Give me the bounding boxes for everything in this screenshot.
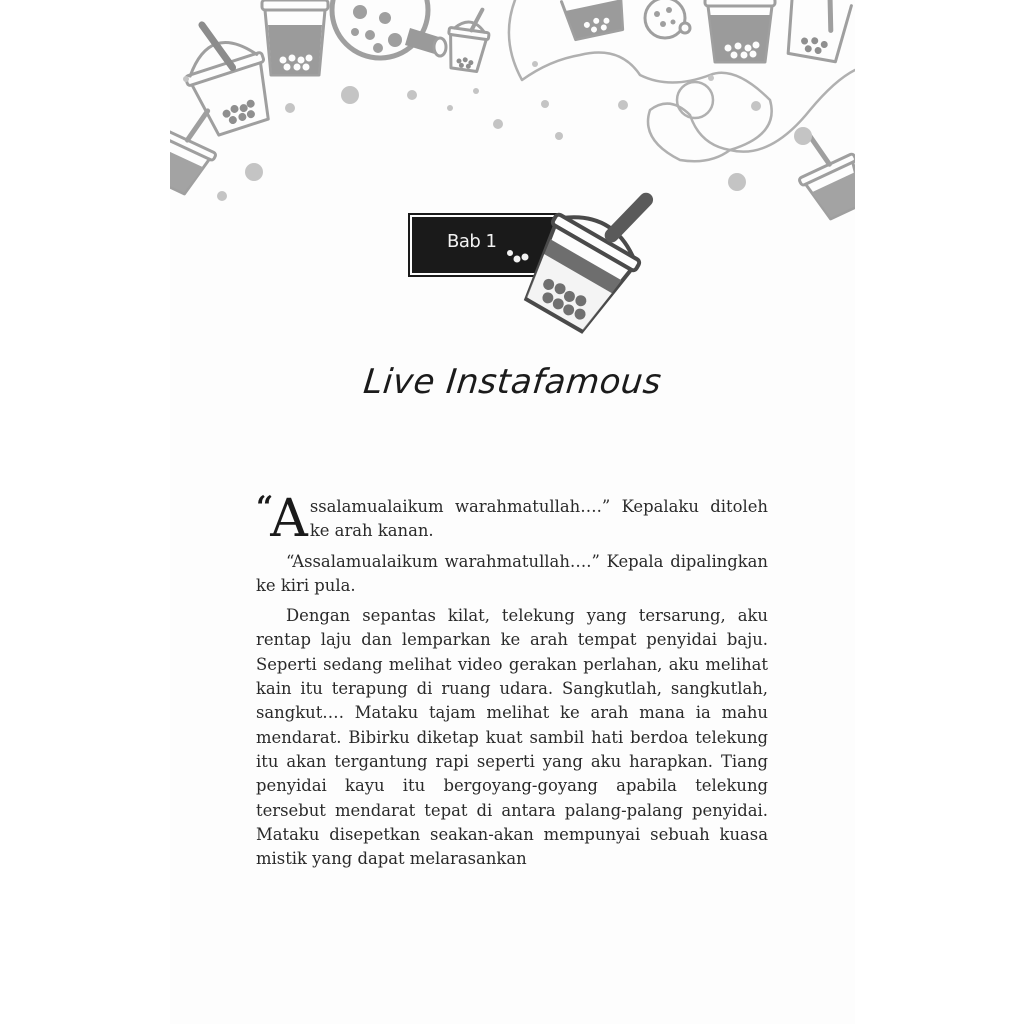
chapter-title: Live Instafamous bbox=[361, 362, 664, 402]
bubble-tea-top-view-icon bbox=[645, 0, 690, 38]
bubble-tea-cup-icon bbox=[561, 0, 628, 41]
paragraph: “A ssalamualaikum warahmatullah….” Kepalaku ditoleh ke arah kanan. bbox=[256, 489, 768, 549]
paragraph: Dengan sepantas kilat, telekung yang tersarung, aku rentap laju dan lemparkan ke arah tempat penyidai baju. Seperti sedang melihat video gerakan perlahan, aku melihat kain itu terapung di ruang udara. Sangkutlah, sangkutlah, sangkut…. Mataku tajam melihat ke arah mana ia mahu mendarat. Bibirku diketap kuat sambil hati berdoa telekung itu akan tergantung rapi seperti yang aku harapkan. Tiang penyidai kayu itu bergoyang-goyang apabila telekung tersebut mendarat tepat di antara palang-palang penyidai. Mataku disepetkan seakan-akan mempunyai sebuah kuasa mistik yang dapat melarasankan bbox=[256, 606, 768, 869]
chapter-body bbox=[256, 489, 768, 877]
chapter-label: Bab 1 bbox=[447, 231, 497, 252]
bubble-tea-cup-icon bbox=[444, 6, 492, 73]
bubble-tea-top-view-icon bbox=[332, 0, 446, 58]
paragraph: “Assalamualaikum warahmatullah….” Kepala dipalingkan ke kiri pula. bbox=[256, 551, 768, 595]
drop-cap: “A bbox=[256, 489, 308, 549]
chapter-badge bbox=[408, 185, 658, 335]
bubble-tea-cup-icon bbox=[508, 185, 658, 335]
bubble-dots bbox=[183, 61, 812, 201]
bubble-tea-cup-icon bbox=[172, 10, 282, 139]
bubble-tea-cup-icon bbox=[705, 0, 775, 62]
bubble-tea-cup-icon bbox=[782, 0, 852, 63]
book-page bbox=[170, 0, 855, 1024]
bubble-tea-cup-icon bbox=[262, 0, 328, 75]
bubble-tea-cup-icon bbox=[170, 97, 231, 199]
